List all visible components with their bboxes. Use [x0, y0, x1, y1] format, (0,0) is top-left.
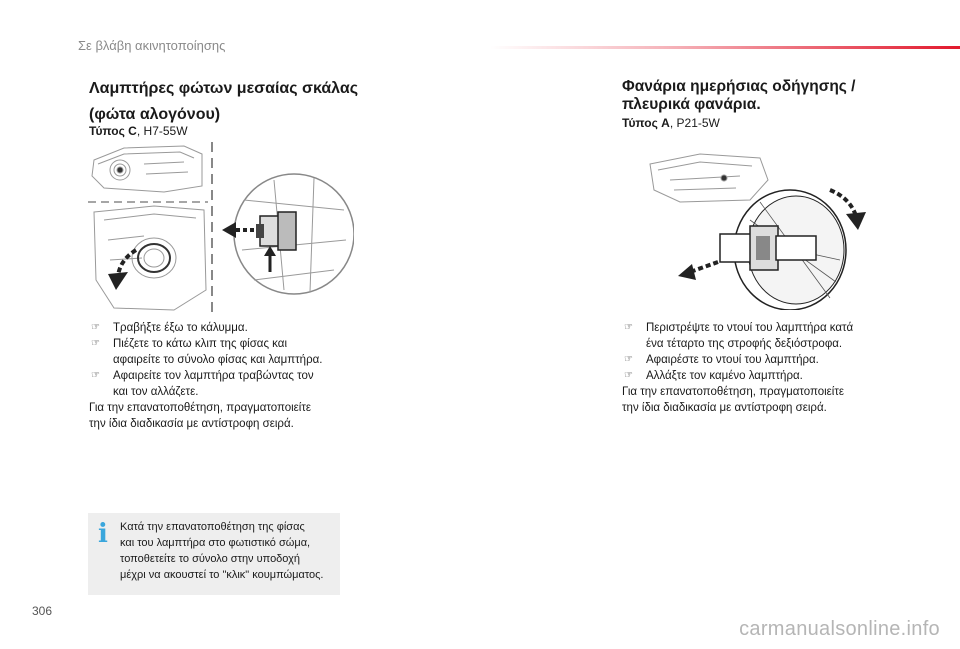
- pointing-hand-icon: ☞: [624, 354, 633, 365]
- right-bulb-type: [622, 116, 720, 130]
- info-icon: i: [98, 519, 108, 549]
- info-note-box: [88, 513, 340, 595]
- info-note-text: Κατά την επανατοποθέτηση της φίσας και του λαμπτήρα στο φωτιστικό σώμα, τοποθετείτε το σύνολο στην υποδοχή μέχρι να ακουστεί το "κλικ" κουμπώματος.: [120, 521, 324, 581]
- right-type-bold: Τύπος A: [622, 116, 670, 130]
- pointing-hand-icon: ☞: [91, 322, 100, 333]
- list-item: ☞ Τραβήξτε έξω το κάλυμμα.: [91, 322, 248, 334]
- list-item: ☞ Αφαιρέστε το ντουί του λαμπτήρα.: [624, 354, 819, 366]
- list-item-continued: ένα τέταρτο της στροφής δεξιόστροφα.: [646, 338, 843, 350]
- right-type-rest: , P21-5W: [669, 116, 720, 130]
- header-title: Σε βλάβη ακινητοποίησης: [78, 38, 226, 53]
- pointing-hand-icon: ☞: [91, 338, 100, 349]
- right-section-title: [622, 78, 855, 114]
- daytime-running-lamp-illustration: [640, 150, 880, 310]
- watermark: carmanualsonline.info: [739, 618, 940, 640]
- left-closing-line1: Για την επανατοποθέτηση, πραγματοποιείτε: [89, 402, 312, 414]
- right-title-line2: πλευρικά φανάρια.: [622, 96, 761, 113]
- left-closing-line2: την ίδια διαδικασία με αντίστροφη σειρά.: [89, 418, 294, 430]
- left-type-rest: , H7-55W: [136, 124, 188, 138]
- page-number: 306: [32, 604, 53, 618]
- left-section-title: [89, 78, 358, 126]
- pointing-hand-icon: ☞: [624, 322, 633, 333]
- left-title-line1: Λαμπτήρες φώτων μεσαίας σκάλας: [89, 80, 359, 97]
- left-steps: [89, 320, 359, 432]
- header-accent-bar: [490, 46, 960, 49]
- pointing-hand-icon: ☞: [91, 370, 100, 381]
- list-item-continued: αφαιρείτε το σύνολο φίσας και λαμπτήρα.: [113, 354, 323, 366]
- right-closing-line1: Για την επανατοποθέτηση, πραγματοποιείτε: [622, 386, 845, 398]
- list-item: ☞ Πιέζετε το κάτω κλιπ της φίσας και: [91, 338, 287, 350]
- right-title-line1: Φανάρια ημερήσιας οδήγησης /: [622, 78, 856, 95]
- list-item: ☞ Αφαιρείτε τον λαμπτήρα τραβώντας τον: [91, 370, 314, 382]
- list-item-continued: και τον αλλάζετε.: [113, 386, 199, 398]
- left-title-line2: (φώτα αλογόνου): [89, 106, 221, 123]
- left-type-bold: Τύπος C: [89, 124, 137, 138]
- halogen-headlamp-illustration: [84, 140, 354, 318]
- right-closing-line2: την ίδια διαδικασία με αντίστροφη σειρά.: [622, 402, 827, 414]
- right-steps: [622, 320, 902, 416]
- list-item: ☞ Αλλάξτε τον καμένο λαμπτήρα.: [624, 370, 803, 382]
- list-item: ☞ Περιστρέψτε το ντουί του λαμπτήρα κατά: [624, 322, 854, 334]
- pointing-hand-icon: ☞: [624, 370, 633, 381]
- left-bulb-type: [89, 124, 188, 138]
